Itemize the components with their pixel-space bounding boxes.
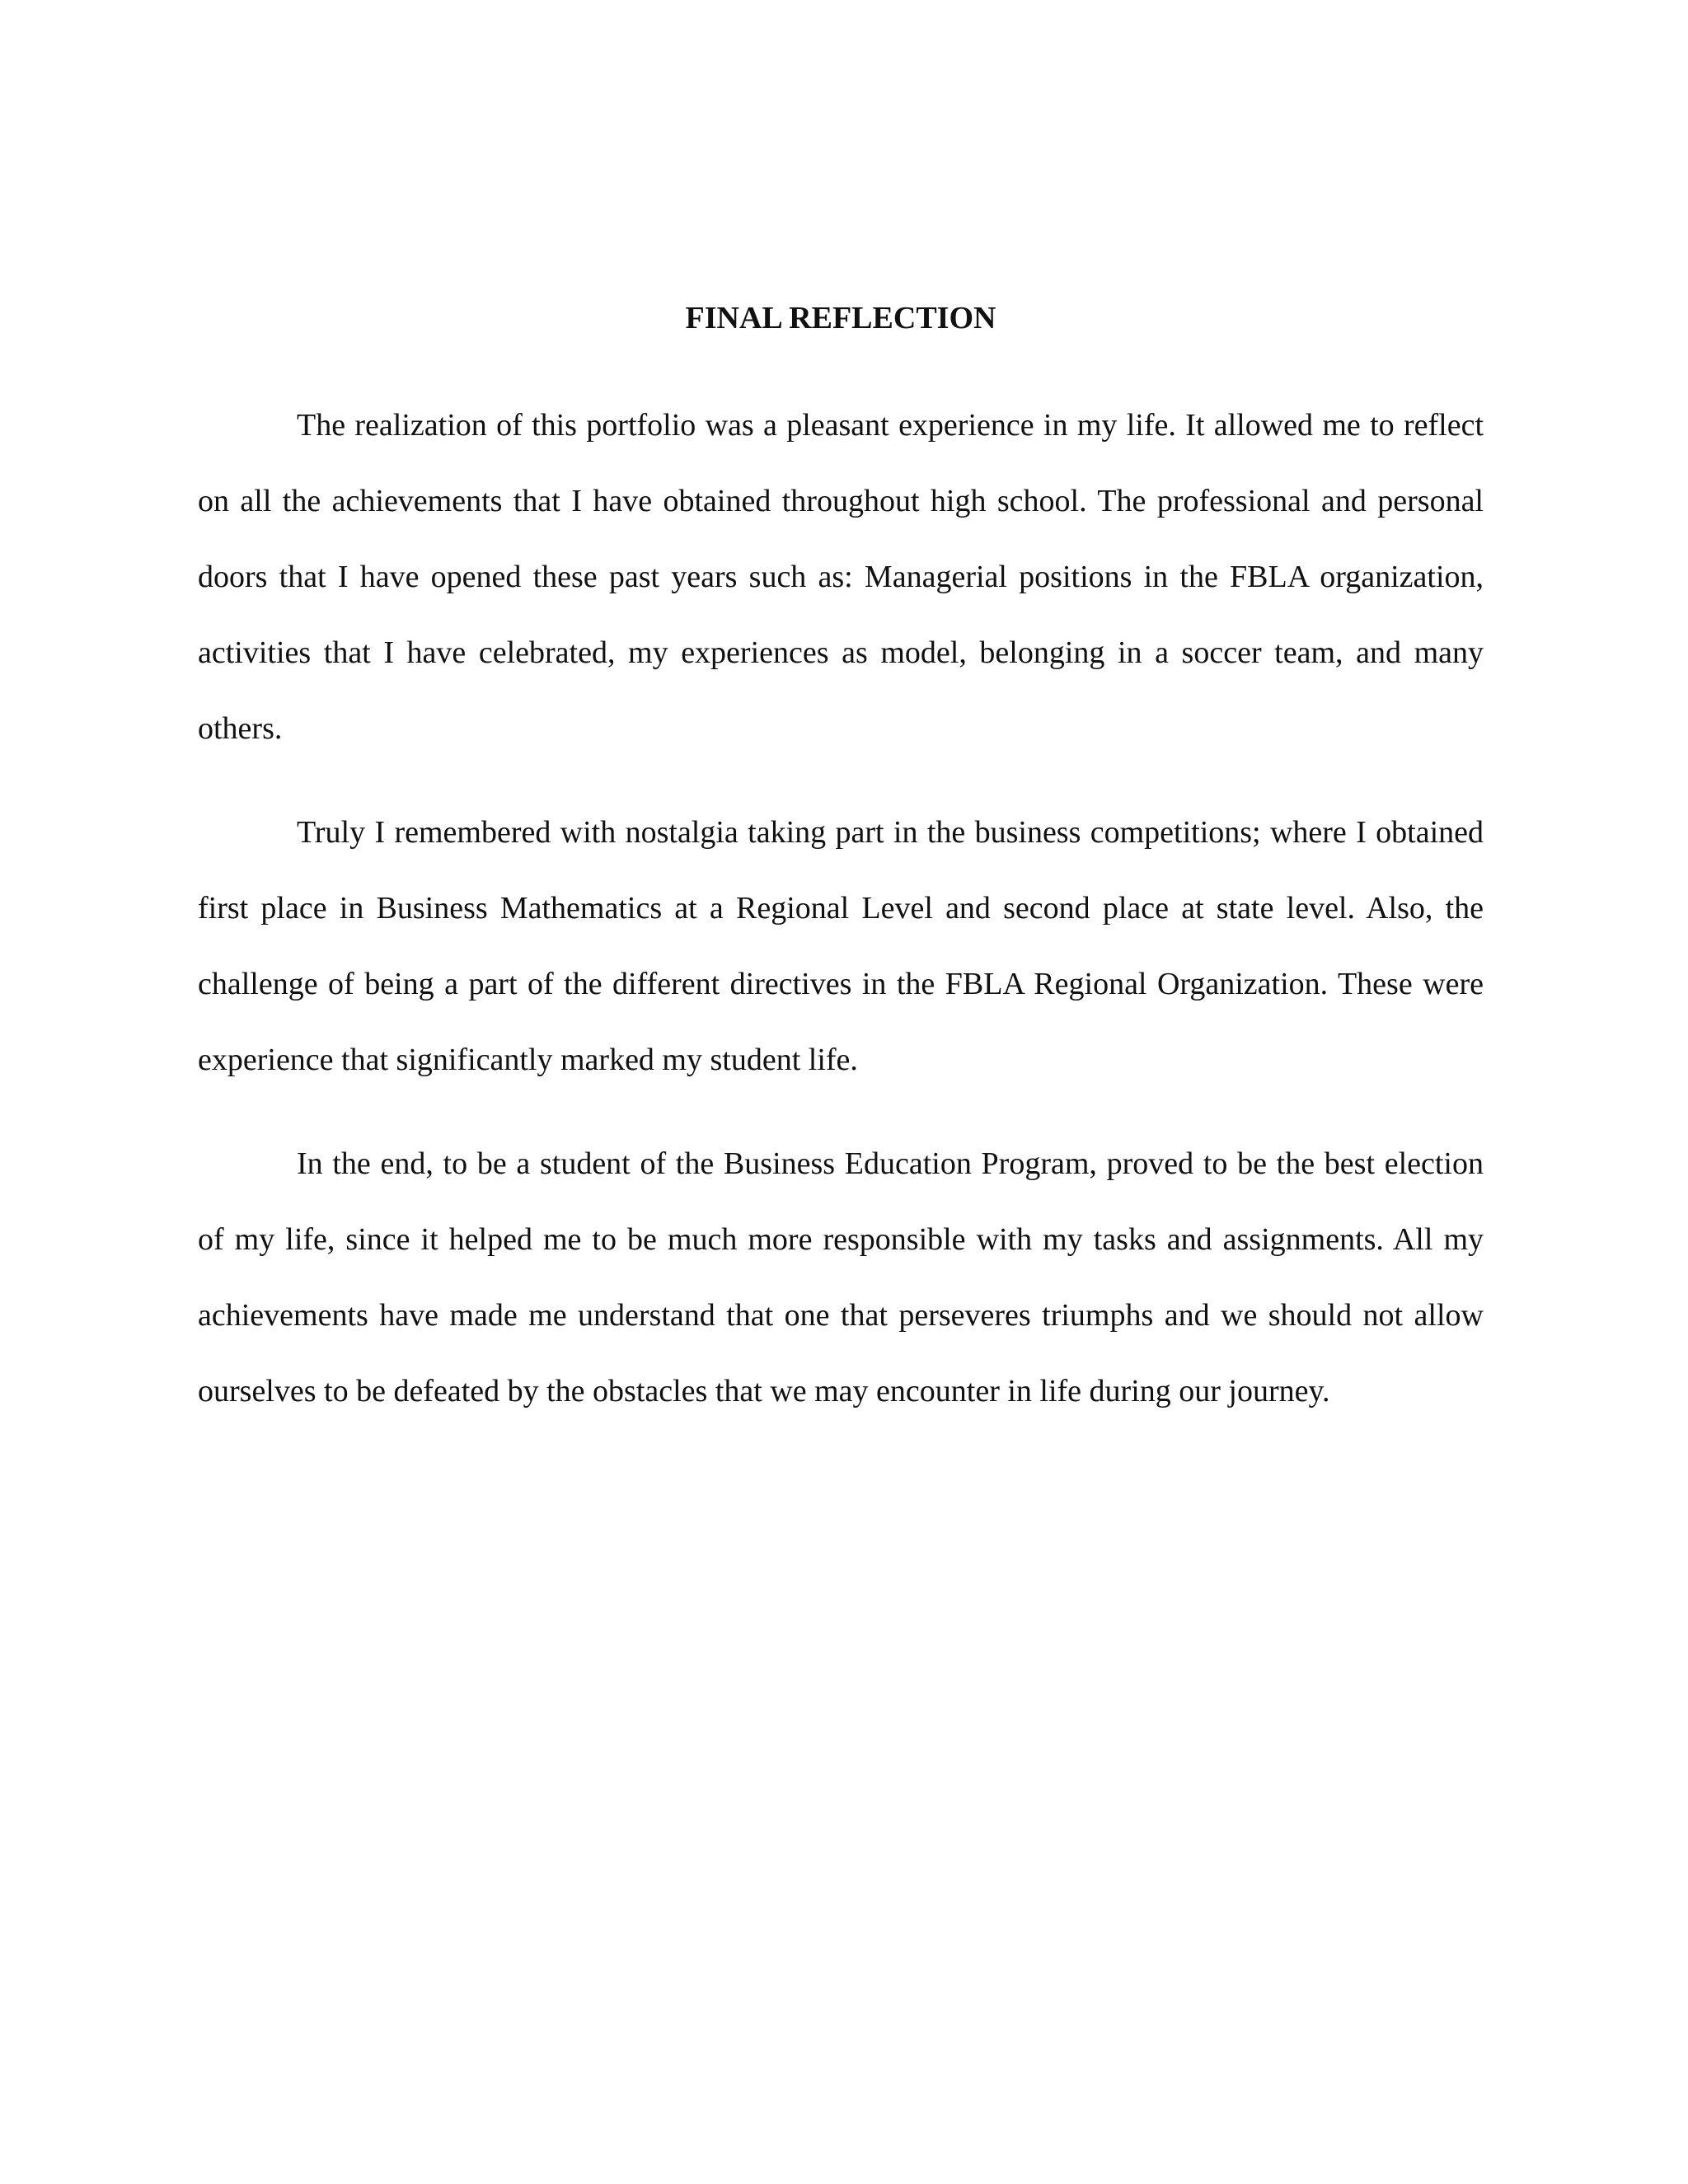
- paragraph-portfolio-experience: The realization of this portfolio was a pleasant experience in my life. It allowed me to reflect on all the achievements that I have obtained throughout high school. The professional and personal doors that I have opened these past years such as: Managerial positions in the FBLA organization, activities that I have celebrated, my experiences as model, belonging in a soccer team, and many others.: [198, 408, 1484, 746]
- document-content: [198, 297, 1484, 1429]
- paragraph-business-competitions: Truly I remembered with nostalgia taking part in the business competitions; where I obtained first place in Business Mathematics at a Regional Level and second place at state level. Also, the challenge of being a part of the different directives in the FBLA Regional Organization. These were experience that significantly marked my student life.: [198, 815, 1484, 1077]
- document-title: FINAL REFLECTION: [685, 301, 996, 335]
- paragraph-business-education-program: In the end, to be a student of the Business Education Program, proved to be the best election of my life, since it helped me to be much more responsible with my tasks and assignments. All my achievements have made me understand that one that perseveres triumphs and we should not allow ourselves to be defeated by the obstacles that we may encounter in life during our journey.: [198, 1146, 1484, 1408]
